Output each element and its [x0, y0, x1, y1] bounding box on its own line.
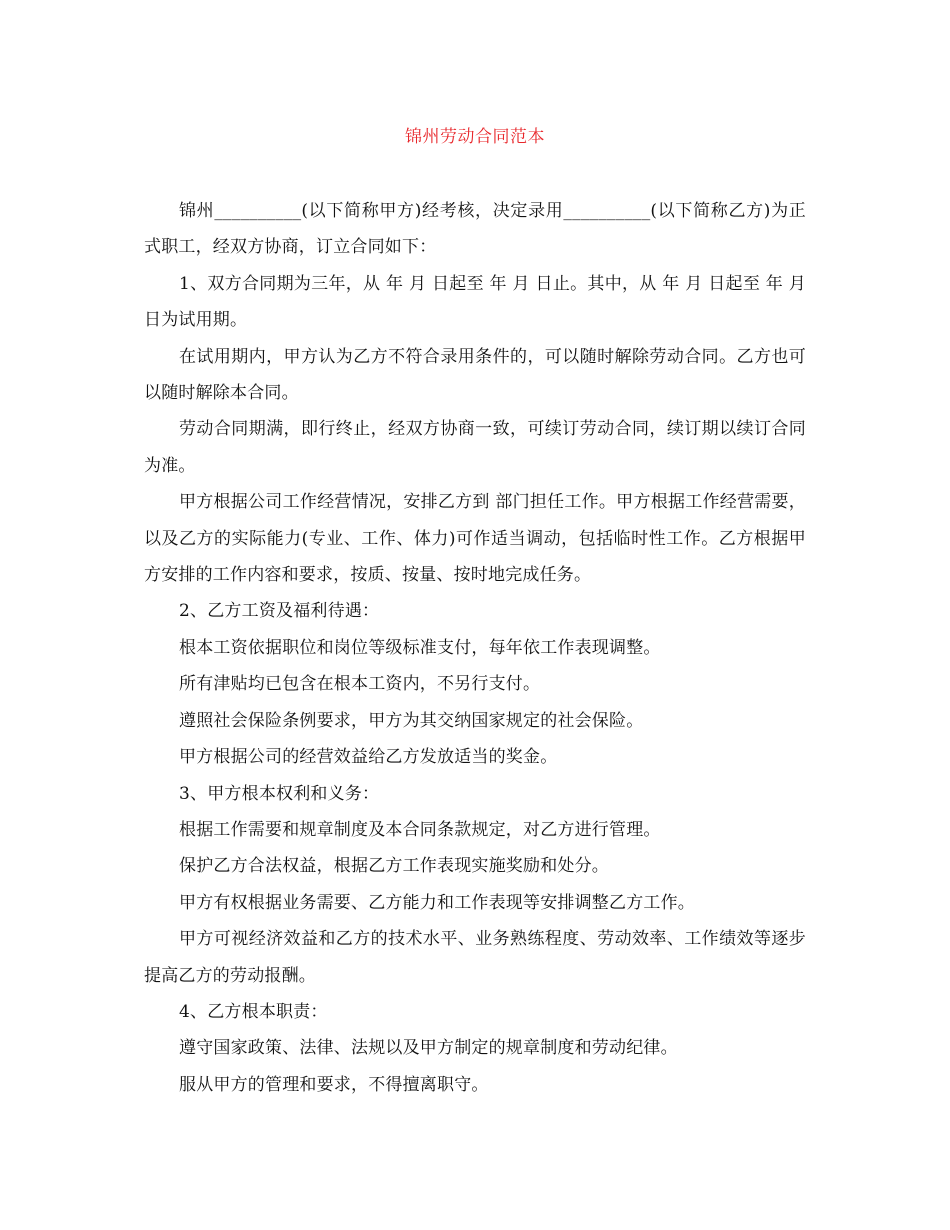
paragraph-adjustment: 甲方有权根据业务需要、乙方能力和工作表现等安排调整乙方工作。: [179, 892, 695, 913]
section-heading-wages: 2、乙方工资及福利待遇：: [179, 601, 380, 622]
paragraph-pay-raise: 甲方可视经济效益和乙方的技术水平、业务熟练程度、劳动效率、工作绩效等逐步提高乙方的劳动报酬。: [144, 929, 806, 986]
paragraph-assignment: 甲方根据公司工作经营情况，安排乙方到 部门担任工作。甲方根据工作经营需要，以及乙方的实际能力(专业、工作、体力)可作适当调动，包括临时性工作。乙方根据甲方安排的工作内容和要求，按质、按量、按时地完成任务。: [144, 492, 806, 586]
paragraph-social-insurance: 遵照社会保险条例要求，甲方为其交纳国家规定的社会保险。: [179, 710, 644, 731]
paragraph-bonus: 甲方根据公司的经营效益给乙方发放适当的奖金。: [179, 747, 558, 768]
paragraph-term: 1、双方合同期为三年，从 年 月 日起至 年 月 日止。其中，从 年 月 日起至 年 月 日为试用期。: [144, 273, 806, 331]
section-heading-employer-rights: 3、甲方根本权利和义务：: [179, 783, 380, 804]
paragraph-obedience: 服从甲方的管理和要求，不得擅离职守。: [179, 1074, 489, 1095]
paragraph-base-salary: 根本工资依据职位和岗位等级标准支付，每年依工作表现调整。: [179, 637, 661, 658]
paragraph-intro: 锦州__________(以下简称甲方)经考核，决定录用__________(以下简称乙方)为正式职工，经双方协商，订立合同如下：: [144, 201, 806, 258]
paragraph-protection: 保护乙方合法权益，根据乙方工作表现实施奖励和处分。: [179, 856, 609, 877]
paragraph-compliance: 遵守国家政策、法律、法规以及甲方制定的规章制度和劳动纪律。: [179, 1038, 678, 1059]
paragraph-renewal: 劳动合同期满，即行终止，经双方协商一致，可续订劳动合同，续订期以续订合同为准。: [144, 419, 806, 476]
paragraph-allowances: 所有津贴均已包含在根本工资内，不另行支付。: [179, 674, 541, 695]
document-title: 锦州劳动合同范本: [405, 127, 545, 147]
paragraph-management: 根据工作需要和规章制度及本合同条款规定，对乙方进行管理。: [179, 819, 661, 840]
document-body: [144, 193, 806, 1103]
paragraph-probation: 在试用期内，甲方认为乙方不符合录用条件的，可以随时解除劳动合同。乙方也可以随时解除本合同。: [144, 346, 806, 404]
section-heading-employee-duties: 4、乙方根本职责：: [179, 1001, 328, 1022]
